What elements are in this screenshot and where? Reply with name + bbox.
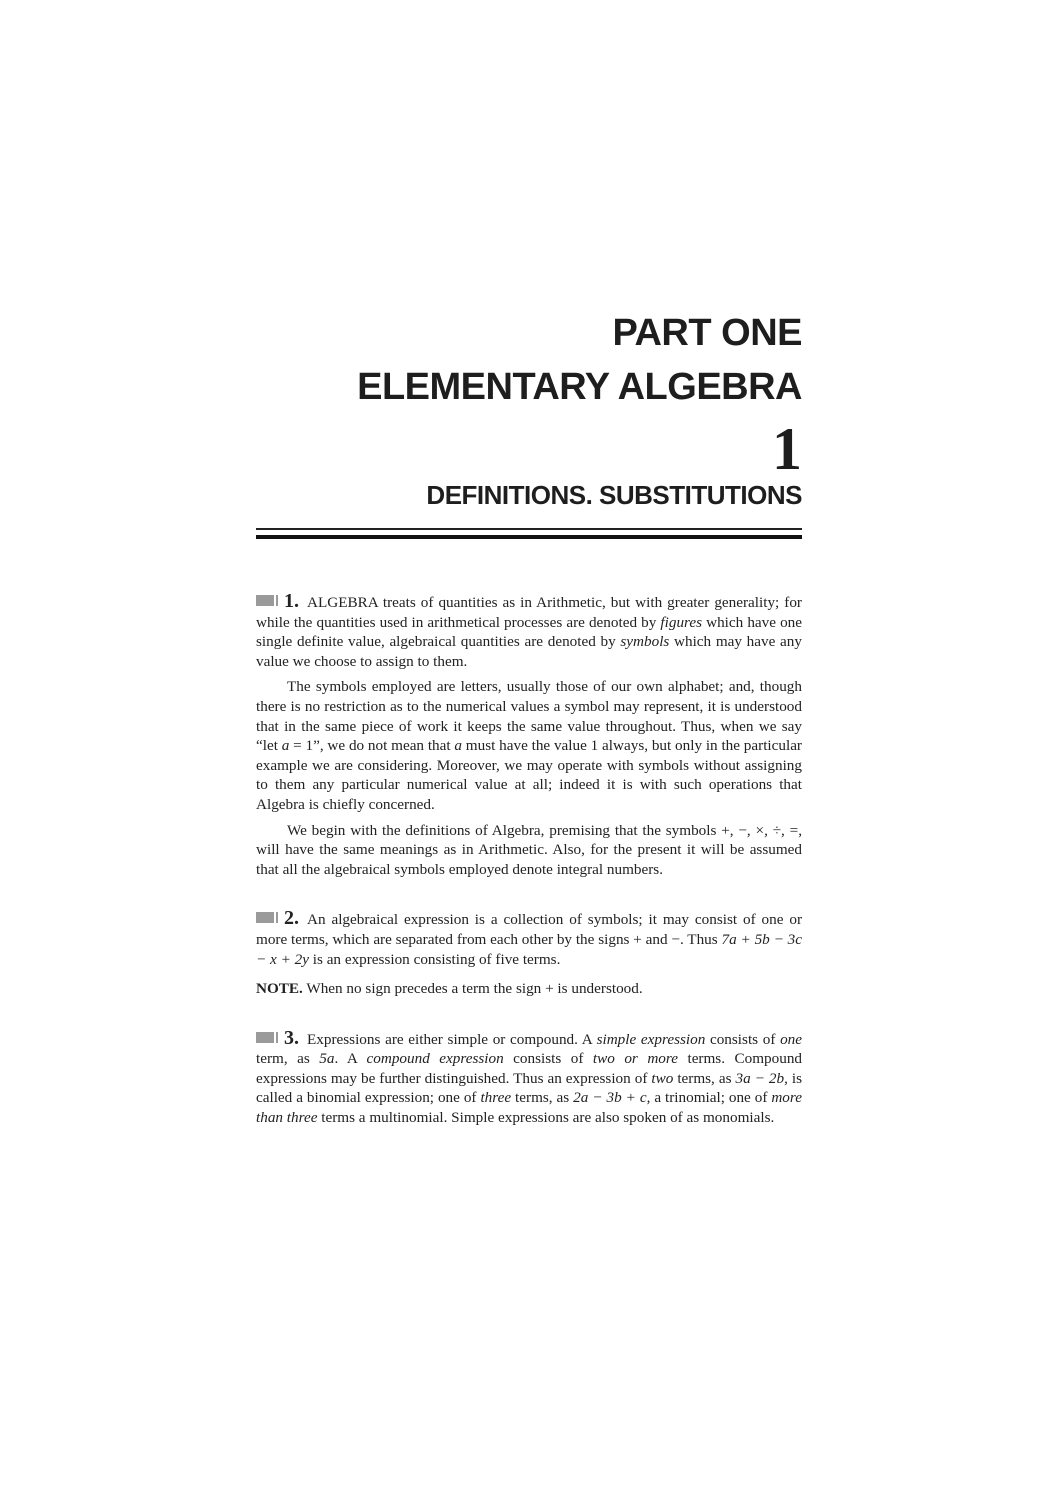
section-3-paragraph-1: 3. Expressions are either simple or compound. A simple expression consists of one term, as 5a. A compound expression consists of two or more terms. Compound expressions may be further distinguished. Thus an expression of two terms, as 3a − 2b, is called a binomial expression; one of three terms, as 2a − 3b + c, a trinomial; one of more than three terms a multinomial. Simple expressions are also spoken of as monomials. xyxy=(256,1026,803,1127)
section-marker-bar xyxy=(276,595,278,606)
chapter-body xyxy=(256,592,802,1128)
chapter-number: 1 xyxy=(772,416,802,482)
emphasis: symbols xyxy=(620,633,670,651)
section-marker-icon xyxy=(256,1032,274,1043)
math-expression: 7a + 5b − 3c − x + 2y xyxy=(256,930,802,968)
section-marker-icon xyxy=(256,912,274,923)
math-symbol: a xyxy=(281,737,290,755)
section-number: 1. xyxy=(284,590,299,612)
section-1-paragraph-2: The symbols employed are letters, usually those of our own alphabet; and, though there is no restriction as to the numerical values a symbol may represent, it is understood that in the same piece of work it keeps the same value throughout. Thus, when we say “let a = 1”, we do not mean that a must have the value 1 always, but only in the particular example we are considering. Moreover, we may operate with symbols without assigning to them any particular numerical value at all; indeed it is with such operations that Algebra is chiefly concerned. xyxy=(256,678,802,813)
section-marker-bar xyxy=(276,912,278,923)
note-label: NOTE. xyxy=(256,980,303,998)
part-title: PART ONE xyxy=(612,312,802,354)
section-1-paragraph-3: We begin with the definitions of Algebra, premising that the symbols +, −, ×, ÷, =, will have the same meanings as in Arithmetic. Also, for the present it will be assumed that all the algebraical symbols employed denote integral numbers. xyxy=(256,821,802,878)
section-2-note: NOTE. When no sign precedes a term the sign + is understood. xyxy=(256,980,643,998)
section-marker-bar xyxy=(276,1032,278,1043)
book-title: ELEMENTARY ALGEBRA xyxy=(357,366,802,408)
chapter-heading-block xyxy=(256,306,802,512)
heading-rule-thin xyxy=(256,528,802,530)
section-number: 2. xyxy=(284,907,299,930)
emphasis: figures xyxy=(660,613,703,631)
section-2 xyxy=(256,909,802,998)
section-marker-icon xyxy=(256,595,274,606)
heading-rule-thick xyxy=(256,535,802,539)
section-number: 3. xyxy=(284,1026,299,1049)
chapter-title: DEFINITIONS. SUBSTITUTIONS xyxy=(426,480,802,510)
section-1 xyxy=(256,592,802,879)
section-2-paragraph-1: 2. An algebraical expression is a collection of symbols; it may consist of one or more terms, which are separated from each other by the signs + and −. Thus 7a + 5b − 3c − x + 2y is an expression consisting of five terms. xyxy=(256,907,802,968)
section-1-paragraph-1: 1. ALGEBRA treats of quantities as in Arithmetic, but with greater generality; for while the quantities used in arithmetical processes are denoted by figures which have one single definite value, algebraical quantities are denoted by symbols which may have any value we choose to assign to them. xyxy=(256,590,803,670)
math-symbol: a xyxy=(454,737,462,755)
section-3 xyxy=(256,1026,803,1128)
